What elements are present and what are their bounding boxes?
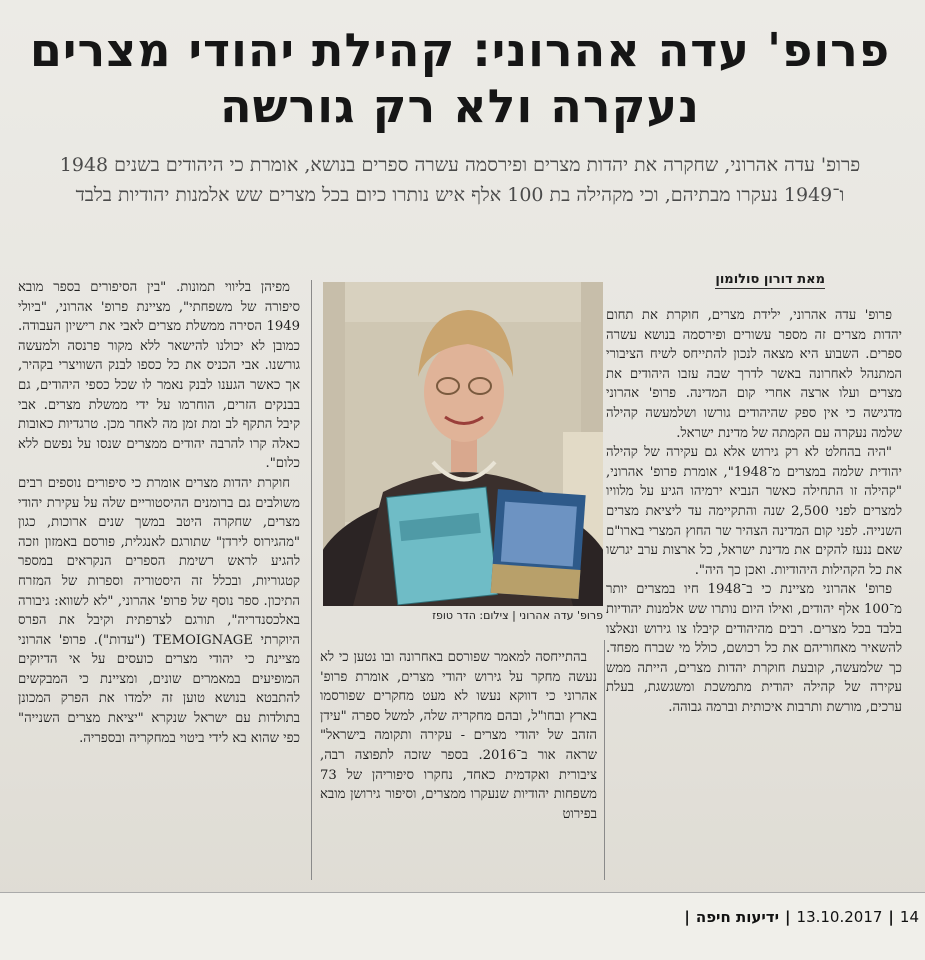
- photo-caption: פרופ' עדה אהרוני | צילום: הדר טופז: [432, 609, 603, 622]
- column-right: [606, 306, 902, 717]
- column-divider: [311, 280, 312, 880]
- issue-date: 13.10.2017: [796, 908, 883, 926]
- article-byline: מאת דורון סולומון: [715, 272, 825, 287]
- page-footer: [0, 893, 925, 960]
- separator: |: [888, 908, 894, 926]
- separator: |: [684, 908, 690, 926]
- article-photo: [323, 282, 603, 606]
- paragraph: מפיהן בליווי תמונות. "בין הסיפורים בספר מובא סיפורה של משפחתי", מציינת פרופ' אהרוני, "ביולי 1949 הסירה ממשלת מצרים לאבי את רישיון העבודה. כמובן לא יכולנו להישאר ללא מקור פרנסה ולמעשה גורשנו. אבי הכניס את כל כספו לבנק השוויצרי בקהיר, אך כאשר הגענו לבנק נאמר לו שכל כספי היהודים, גם בבנקים הזרים, הוחרמו על ידי ממשלת מצרים. אבי קיבל התקף לב ומת זמן מה לאחר מכן. טרגדיות כאובות כאלה קרו להרבה יהודים ממצרים שנסו על נפשם ללא כלום".: [18, 280, 300, 472]
- footer-info: [684, 908, 919, 926]
- paragraph: חוקרת יהדות מצרים אומרת כי סיפורים נוספים רבים משולבים גם ברומנים ההיסטוריים שלה על עקירת יהודי מצרים, שחקרה היטב במשך שנים ארוכות, כגון "מהגירוס לירדן" שתורגם לאנגלית, פורסם באמזון וזכה להגיע לראש רשימת הספרים הנקראים במספר קטגוריות, ובכלל זה היסטוריה וספרות של המזרח התיכון. ספר נוסף של פרופ' אהרוני, "לא לשווא: גיבורה באלכסנדריה", תורגם לצרפתית וקיבל את הפרס היוקרתי TEMOIGNAGE ("עדות"). פרופ' אהרוני מציינת כי יהודי מצרים כועסים על אי הדיוקים המופיעים במאמרים שונים, ומציינת כי המבקשים להתבטא בנושא טוען זה ילמדו את הפרק המכונן בתולדות עם ישראל שנקרא "יציאת מצרים השנייה" כפי שהוא בא לידי ביטוי במחקריה ובספריה.: [18, 475, 300, 746]
- paragraph: פרופ' אהרוני מציינת כי ב־1948 חיו במצרים יותר מ־100 אלף יהודים, ואילו היום נותרו שש אלמנות יהודיות בלבד בכל מצרים. רבים מהיהודים קיבלו צו גירוש ונאלצו להשאיר מאחוריהם את כל רכושם, כולל מי שברח מפחד. כך שלמעשה, קובעת חוקרת יהדות מצרים, הייתה ממש עקירה של קהילה יהודית מתמשכת ומשגשגת, בעלת ערכים, מורשת ותרבות איכותית וברמה גבוהה.: [606, 582, 902, 715]
- paragraph: פרופ' עדה אהרוני, ילידת מצרים, חוקרת את תחום יהדות מצרים זה מספר עשורים ופירסמה בנושא עשרה ספרים. השבוע היא מצאה לנכון להתייחס לשיח הציבורי המתנהל לאחרונה באשר לדרך שבה עזבו היהודים את מצרים ועלו ארצה אחרי קום המדינה. פרופ' אהרוני מדגישה כי אין ספק שהיהודים גורשו ושלמעשה קהילה שלמה נעקרה עם הקמתה של מדינת ישראל.: [606, 308, 902, 441]
- newspaper-name: ידיעות חיפה: [695, 908, 780, 926]
- article-subhead: פרופ' עדה אהרוני, שחקרה את יהדות מצרים ופירסמה עשרה ספרים בנושא, אומרת כי היהודים בשנים 1948 ו־1949 נעקרו מבתיהם, וכי מקהילה בת 100 אלף איש נותרו כיום בכל מצרים שש אלמנות יהודיות בלבד: [59, 154, 861, 206]
- paragraph: בהתייחסה למאמר שפורסם באחרונה ובו נטען כי לא נעשה מחקר על גירוש יהודי מצרים, אומרת פרופ' אהרוני כי דווקא נעשו לא מעט מחקרים שפורסמו בארץ ובחו"ל, ובהם מחקריה שלה, למשל ספרה "עידן הזהב של יהודי מצרים - עקירה ותקומה בישראל" שראה אור ב־2016. בספר שזכה לתפוצה רבה, ציבורית ואקדמית כאחד, נחקרו סיפוריהן של 73 משפחות יהודיות שנעקרו ממצרים, וסיפור גירושן מובא בפירוט: [320, 650, 597, 822]
- column-left: [18, 278, 300, 748]
- paragraph: "היה בהחלט לא רק גירוש אלא גם עקירה של קהילה יהודית שלמה במצרים מ־1948", אומרת פרופ' אהרוני, "קהילה זו התחילה כאשר הנביא ירמיהו הגיע על מלוויו למצרים לפני 2,500 שנה והתקיימה עד ליציאת מצרים השנייה. לפני קום המדינה הצהיר שר החוץ המצרי בארו"ם שאם ננעז להקים את מדינת ישראל, כל ארצות ערב יגרשו את כל הקהילות היהודיות. ואכן כך היה".: [606, 445, 902, 578]
- separator: |: [785, 908, 791, 926]
- column-divider: [604, 640, 605, 880]
- page-number: 14: [899, 908, 919, 926]
- portrait-illustration: [323, 282, 603, 606]
- article-headline: פרופ' עדה אהרוני: קהילת יהודי מצרים נעקרה ולא רק גורשה: [29, 23, 891, 133]
- column-middle: [320, 648, 597, 824]
